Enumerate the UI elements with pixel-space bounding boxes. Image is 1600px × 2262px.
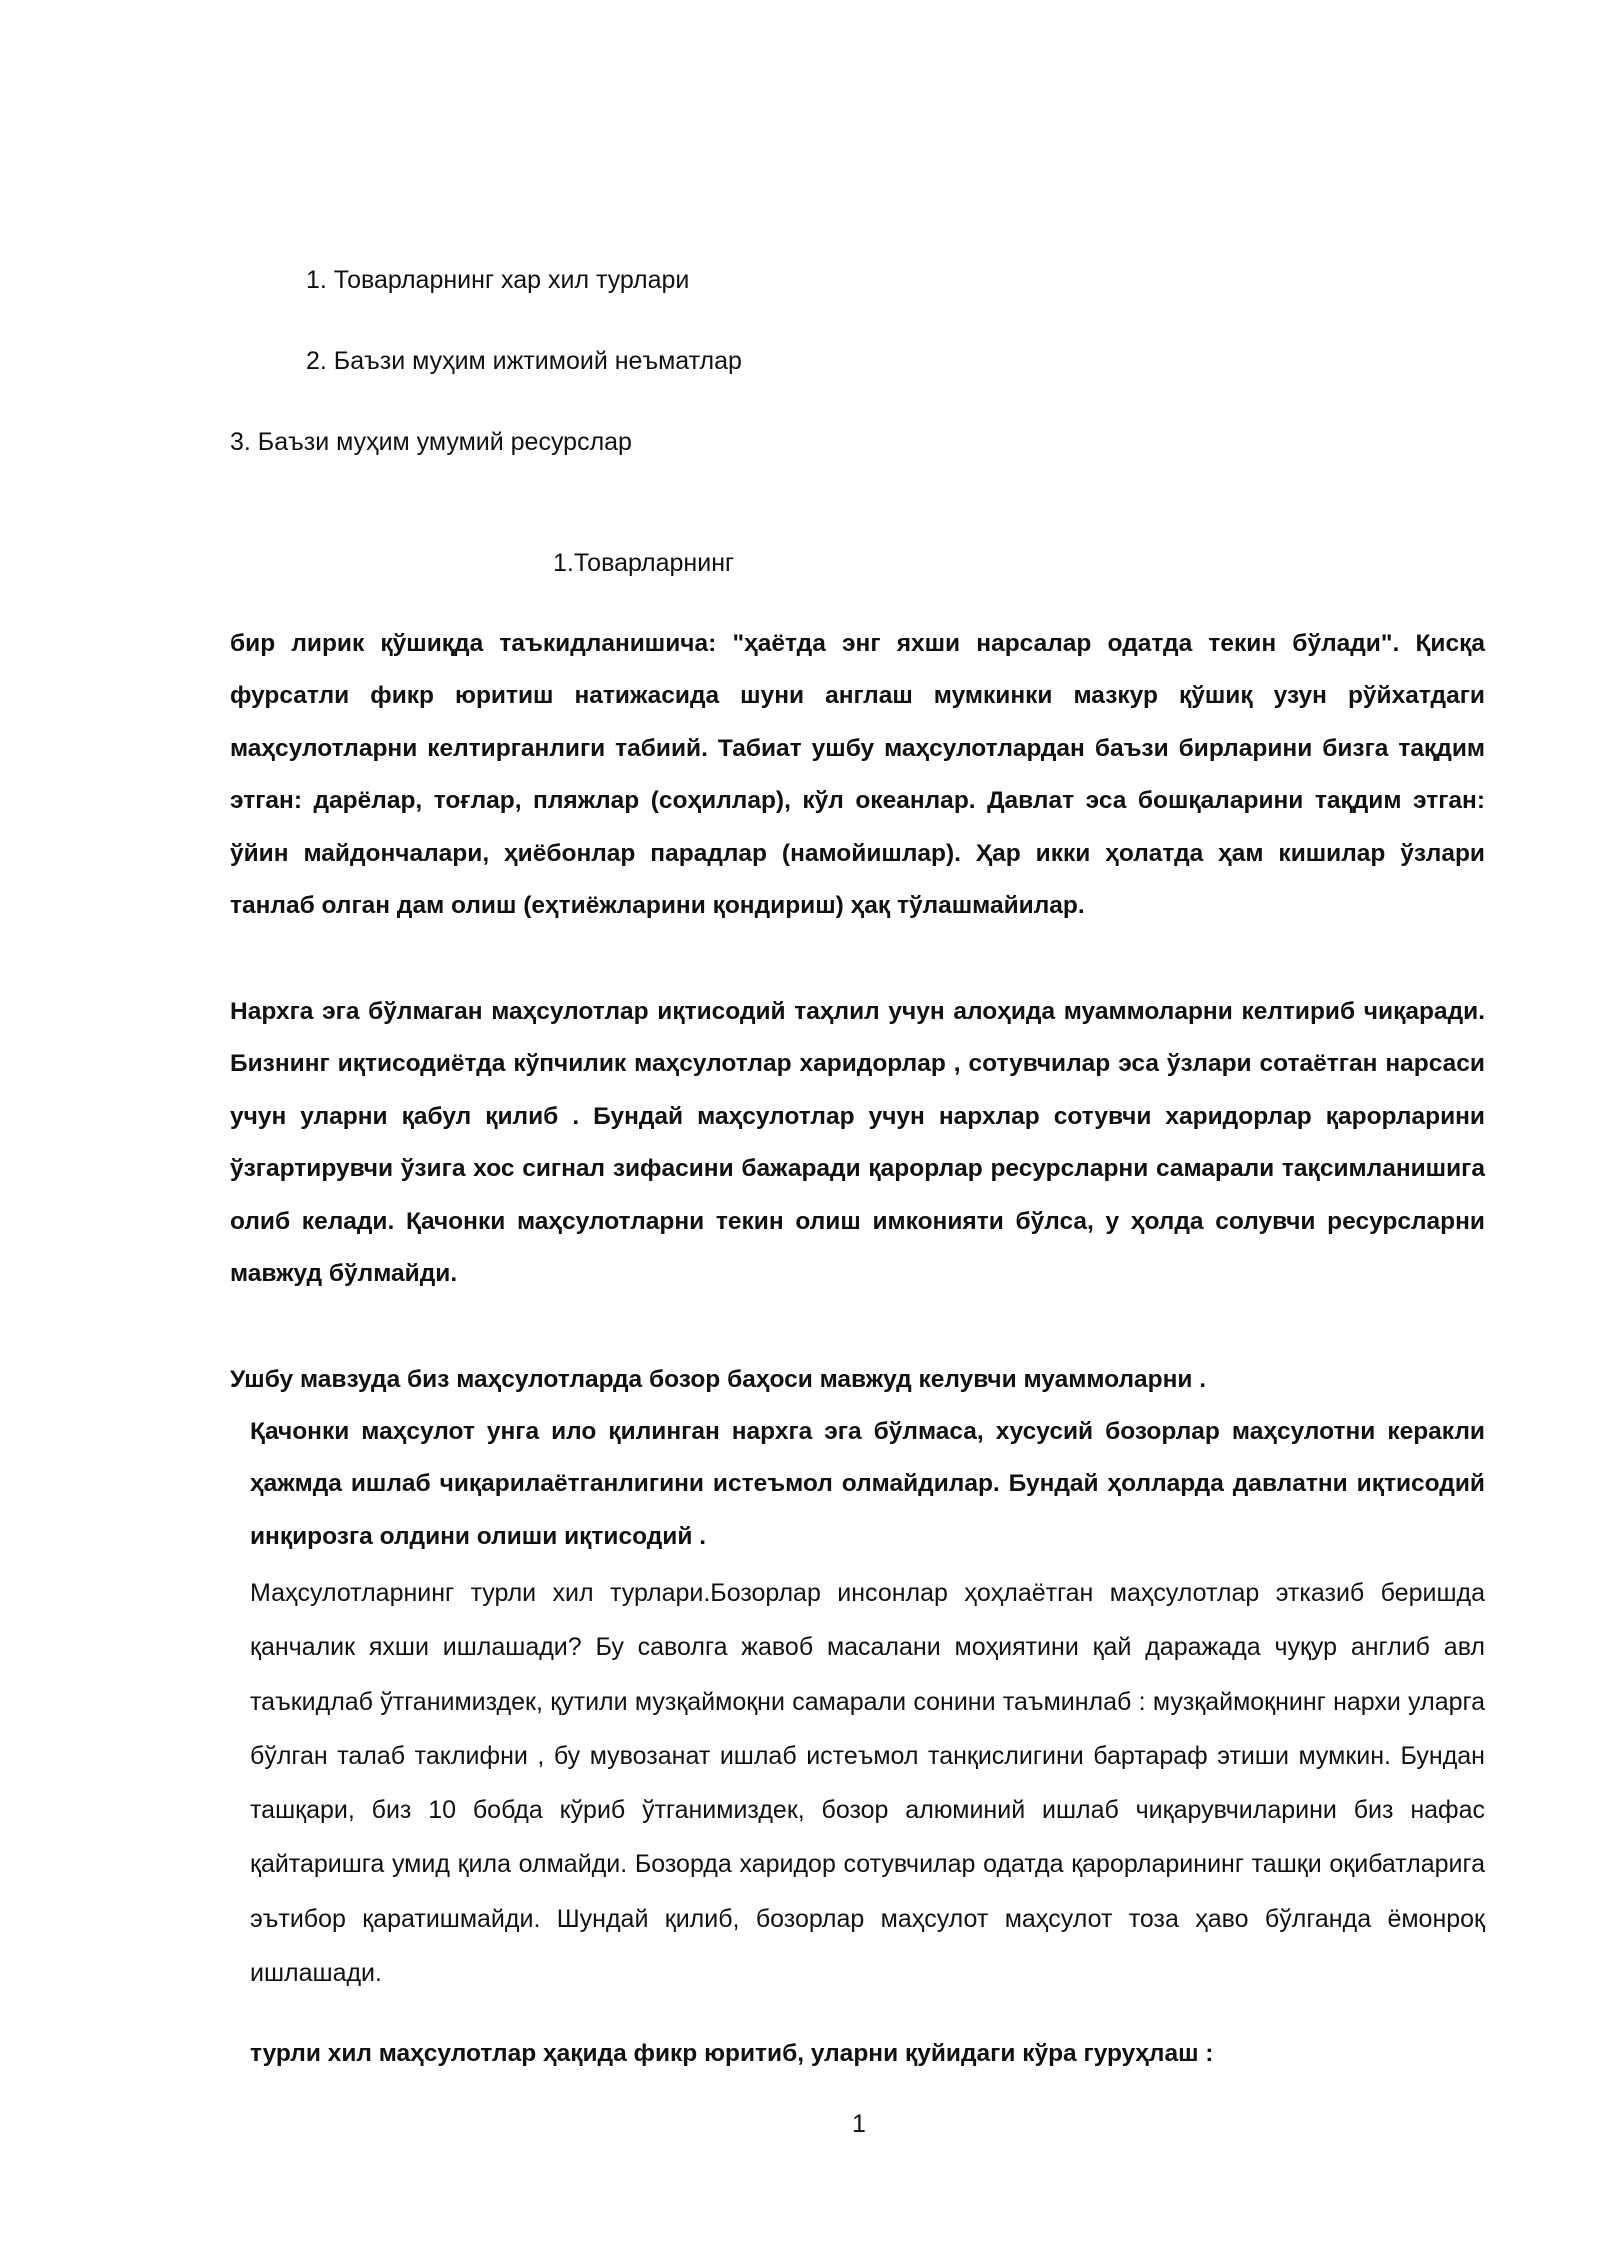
toc-item-1: 1. Товарларнинг хар хил турлари <box>306 266 690 294</box>
paragraph-market-failure: Қачонки маҳсулот унга ило қилинган нархга эга бўлмаса, хусусий бозорлар маҳсулотни керакли ҳажмда ишлаб чиқарилаётганлигини истеъмол олмайдилар. Бундай ҳолларда давлатни иқтисодий инқирозга олдини олиши иқтисодий . <box>250 1418 1485 1550</box>
paragraph-grouping-lead: турли хил маҳсулотлар ҳақида фикр юритиб, уларни қуйидаги кўра гуруҳлаш : <box>250 2040 1214 2067</box>
paragraph-types-of-goods: Маҳсулотларнинг турли хил турлари.Бозорлар инсонлар ҳоҳлаётган маҳсулотлар этказиб беришда қанчалик яхши ишлашади? Бу саволга жавоб масалани моҳиятини қай даражада чуқур англиб авл таъкидлаб ўтганимиздек, қутили музқаймоқни самарали сонини таъминлаб : музқаймоқнинг нархи уларга бўлган талаб таклифни , бу мувозанат ишлаб истеъмол танқислигини бартараф этиши мумкин. Бундан ташқари, биз 10 бобда кўриб ўтганимиздек, бозор алюминий ишлаб чиқарувчиларини биз нафас қайтаришга умид қила олмайди. Бозорда харидор сотувчилар одатда қарорларининг ташқи оқибатларига эътибор қаратишмайди. Шундай қилиб, бозорлар маҳсулот маҳсулот тоза ҳаво бўлганда ёмонроқ ишлашади. <box>250 1579 1485 1988</box>
toc-item-3: 3. Баъзи муҳим умумий ресурслар <box>230 428 632 456</box>
page-number: 1 <box>852 2110 866 2138</box>
paragraph-song-quote: бир лирик қўшиқда таъкидланишича: "ҳаётда энг яхши нарсалар одатда текин бўлади". Қисқа фурсатли фикр юритиш натижасида шуни англаш мумкинки мазкур қўшиқ узун рўйхатдаги маҳсулотларни келтирганлиги табиий. Табиат ушбу маҳсулотлардан баъзи бирларини бизга тақдим этган: дарёлар, тоғлар, пляжлар (соҳиллар), кўл океанлар. Давлат эса бошқаларини тақдим этган: ўйин майдончалари, ҳиёбонлар парадлар (намойишлар). Ҳар икки ҳолатда ҳам кишилар ўзлари танлаб олган дам олиш (еҳтиёжларини қондириш) ҳақ тўлашмайилар. <box>230 630 1485 920</box>
toc-item-2: 2. Баъзи муҳим ижтимоий неъматлар <box>306 347 742 375</box>
paragraph-unpriced-goods: Нархга эга бўлмаган маҳсулотлар иқтисодий таҳлил учун алоҳида муаммоларни келтириб чиқаради. Бизнинг иқтисодиётда кўпчилик маҳсулотлар харидорлар , сотувчилар эса ўзлари сотаётган нарсаси учун уларни қабул қилиб . Бундай маҳсулотлар учун нархлар сотувчи харидорлар қарорларини ўзгартирувчи ўзига хос сигнал зифасини бажаради қарорлар ресурсларни самарали тақсимланишига олиб келади. Қачонки маҳсулотларни текин олиш имконияти бўлса, у ҳолда солувчи ресурсларни мавжуд бўлмайди. <box>230 998 1485 1288</box>
section-heading: 1.Товарларнинг <box>553 549 735 577</box>
paragraph-topic-intro: Ушбу мавзуда биз маҳсулотларда бозор баҳоси мавжуд келувчи муаммоларни . <box>230 1366 1207 1393</box>
